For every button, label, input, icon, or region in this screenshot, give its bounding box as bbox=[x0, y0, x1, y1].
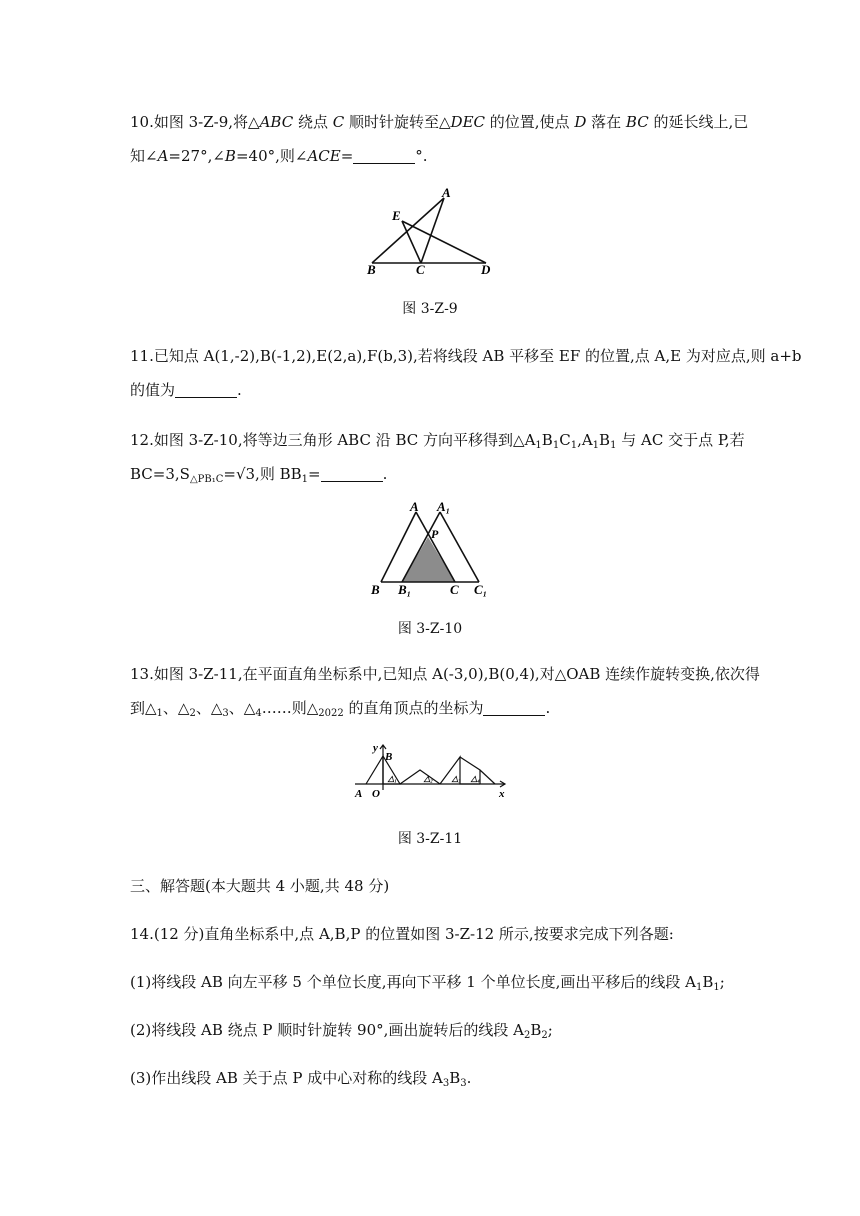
label-C: C bbox=[416, 262, 425, 277]
label-A1: A₁ bbox=[437, 499, 451, 514]
label-t2: △₂ bbox=[424, 774, 433, 783]
q12-line1: 12.如图 3-Z-10,将等边三角形 ABC 沿 BC 方向平移得到$\triangle A_1B_1C_1,A_1B_1$ 与 AC 交于点 P,若 bbox=[130, 431, 745, 451]
label-t4: △₄ bbox=[471, 774, 480, 783]
q11-line1: 11.已知点 A(1,-2),B(-1,2),E(2,a),F(b,3),若将线段 AB 平移至 EF 的位置,点 A,E 为对应点,则 a+b bbox=[130, 347, 802, 365]
label-C1: C₁ bbox=[474, 582, 488, 597]
q13-line2: 到$\triangle_1$、$\triangle_2$、$\triangle_3$、$\triangle_4\dots\dots$则$\triangle_{2022}$ 的直角顶点的坐标为 . bbox=[130, 699, 551, 719]
q14-intro: 14.(12 分)直角坐标系中,点 A,B,P 的位置如图 3-Z-12 所示,按要求完成下列各题: bbox=[130, 925, 674, 943]
caption-3-z-9: 图 3-Z-9 bbox=[402, 301, 458, 317]
figure-3-z-11 bbox=[348, 738, 513, 800]
q14-part3: (3)作出线段 AB 关于点 P 成中心对称的线段 $A_3B_3$. bbox=[130, 1069, 472, 1089]
label-t1: △₁ bbox=[388, 774, 397, 783]
label-P: P bbox=[431, 527, 439, 541]
label-y: y bbox=[373, 742, 378, 754]
q12-answer-blank[interactable] bbox=[321, 467, 383, 482]
label-x: x bbox=[499, 788, 505, 800]
label-B1: B₁ bbox=[398, 582, 412, 597]
label-A: A bbox=[442, 185, 451, 200]
q10-line2: 知∠A=27°,∠B=40°,则∠ACE= °. bbox=[130, 147, 428, 165]
q10-line1: 10.如图 3-Z-9,将△ABC 绕点 C 顺时针旋转至△DEC 的位置,使点 D 落在 BC 的延长线上,已 bbox=[130, 113, 749, 131]
label-D: D bbox=[481, 262, 491, 277]
label-B: B bbox=[371, 582, 380, 597]
label-O: O bbox=[372, 788, 380, 800]
q10-answer-blank[interactable] bbox=[353, 149, 415, 164]
label-E: E bbox=[392, 208, 401, 223]
label-A: A bbox=[410, 499, 419, 514]
q13-line1: 13.如图 3-Z-11,在平面直角坐标系中,已知点 A(-3,0),B(0,4),对△OAB 连续作旋转变换,依次得 bbox=[130, 665, 760, 683]
caption-3-z-10: 图 3-Z-10 bbox=[397, 621, 463, 637]
q14-part1: (1)将线段 AB 向左平移 5 个单位长度,再向下平移 1 个单位长度,画出平移后的线段 $A_1B_1$; bbox=[130, 973, 725, 993]
label-t3: △₃ bbox=[452, 774, 461, 783]
section-heading: 三、解答题(本大题共 4 小题,共 48 分) bbox=[130, 877, 390, 895]
q12-line2: $BC=3,S_{\triangle PB_1C}=√3$,则 $BB_1=$ . bbox=[130, 465, 388, 485]
q13-answer-blank[interactable] bbox=[483, 701, 545, 716]
q11-answer-blank[interactable] bbox=[175, 383, 237, 398]
figure-3-z-9 bbox=[360, 185, 500, 275]
label-A: A bbox=[355, 788, 363, 800]
label-B: B bbox=[385, 751, 393, 763]
label-B: B bbox=[367, 262, 376, 277]
figure-3-z-10 bbox=[365, 500, 495, 600]
q11-line2: 的值为 . bbox=[130, 381, 242, 399]
caption-3-z-11: 图 3-Z-11 bbox=[397, 831, 463, 847]
q14-part2: (2)将线段 AB 绕点 P 顺时针旋转 90°,画出旋转后的线段 $A_2B_2$; bbox=[130, 1021, 553, 1041]
label-C: C bbox=[450, 582, 459, 597]
